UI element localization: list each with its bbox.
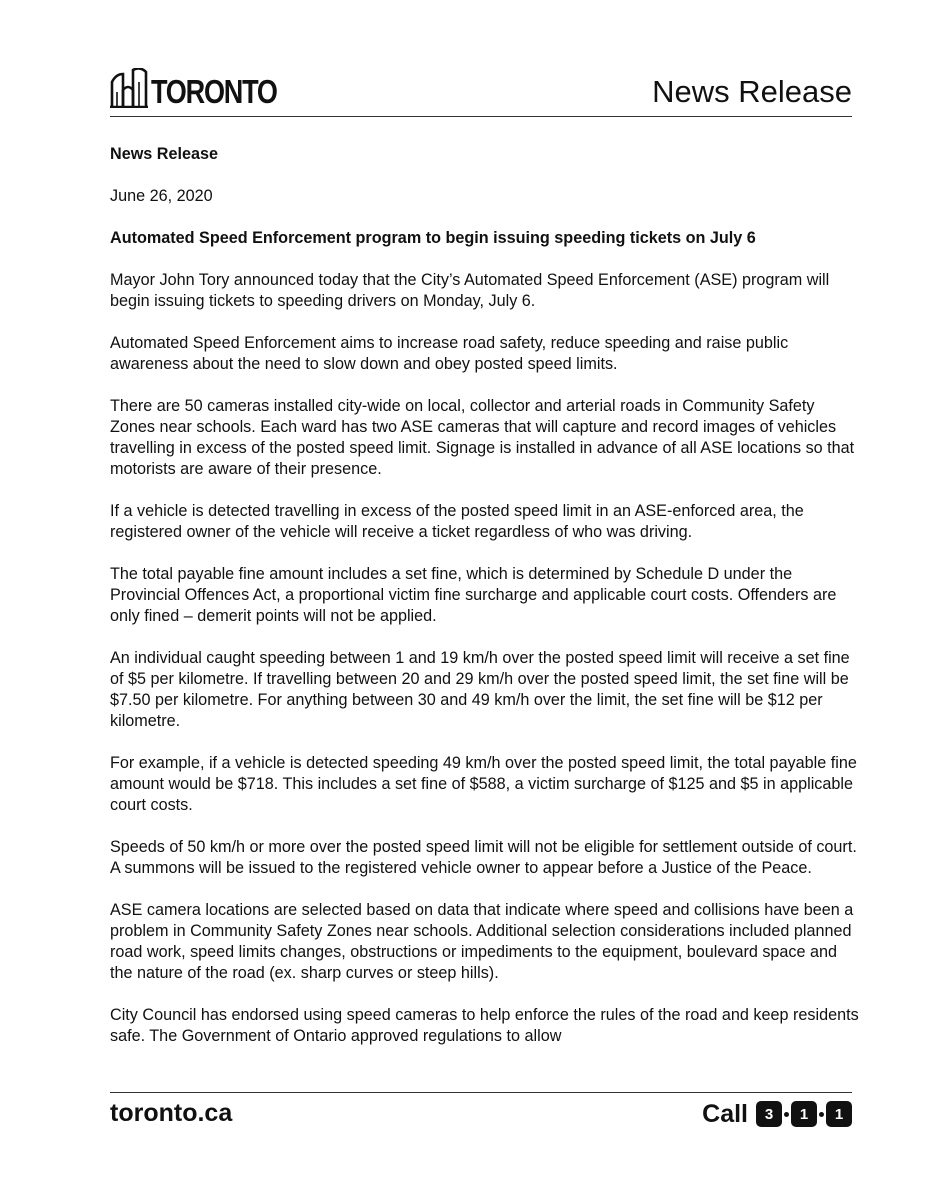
digit-badge: 3	[756, 1101, 782, 1127]
digit-badge: 1	[826, 1101, 852, 1127]
paragraph: The total payable fine amount includes a set fine, which is determined by Schedule D under the Provincial Offences Act, a proportional victim fine surcharge and applicable court costs. Offenders are only fined – demerit points will not be applied.	[110, 565, 837, 625]
page-header	[110, 60, 852, 117]
digit-badge: 1	[791, 1101, 817, 1127]
paragraph: Automated Speed Enforcement aims to increase road safety, reduce speeding and raise public awareness about the need to slow down and obey posted speed limits.	[110, 334, 789, 373]
city-hall-icon	[110, 68, 148, 108]
release-body	[110, 144, 860, 1047]
call-label: Call	[702, 1099, 748, 1128]
paragraph: ASE camera locations are selected based on data that indicate where speed and collisions have been a problem in Community Safety Zones near schools. Additional selection considerations included planned road work, speed limits changes, obstructions or impediments to the equipment, boulevard space and the nature of the road (ex. sharp curves or steep hills).	[110, 901, 854, 982]
paragraph: There are 50 cameras installed city-wide on local, collector and arterial roads in Community Safety Zones near schools. Each ward has two ASE cameras that will capture and record images of vehicles travelling in excess of the posted speed limit. Signage is installed in advance of all ASE locations so that motorists are aware of their presence.	[110, 397, 855, 478]
release-headline: Automated Speed Enforcement program to begin issuing speeding tickets on July 6	[110, 229, 756, 247]
paragraph: Speeds of 50 km/h or more over the posted speed limit will not be eligible for settlement outside of court. A summons will be issued to the registered vehicle owner to appear before a Justice of the Peace.	[110, 838, 857, 877]
digit-separator	[784, 1112, 789, 1117]
website-link[interactable]: toronto.ca	[110, 1099, 233, 1127]
logo-wordmark: TORONTO	[151, 73, 277, 110]
paragraph: City Council has endorsed using speed cameras to help enforce the rules of the road and keep residents safe. The Government of Ontario approved regulations to allow	[110, 1006, 859, 1045]
paragraph: Mayor John Tory announced today that the City’s Automated Speed Enforcement (ASE) program will begin issuing tickets to speeding drivers on Monday, July 6.	[110, 271, 830, 310]
release-label: News Release	[110, 145, 218, 163]
paragraph: If a vehicle is detected travelling in excess of the posted speed limit in an ASE-enforced area, the registered owner of the vehicle will receive a ticket regardless of who was driving.	[110, 502, 804, 541]
paragraph: For example, if a vehicle is detected speeding 49 km/h over the posted speed limit, the total payable fine amount would be $718. This includes a set fine of $588, a victim surcharge of $125 and $5 in applicable court costs.	[110, 754, 857, 814]
city-logo	[110, 66, 304, 108]
page-footer	[110, 1092, 852, 1133]
paragraph: An individual caught speeding between 1 and 19 km/h over the posted speed limit will receive a set fine of $5 per kilometre. If travelling between 20 and 29 km/h over the posted speed limit, the set fine will be $7.50 per kilometre. For anything between 30 and 49 km/h over the limit, the set fine will be $12 per kilometre.	[110, 649, 850, 730]
digit-separator	[819, 1112, 824, 1117]
call-311	[702, 1101, 852, 1127]
header-title: News Release	[652, 74, 852, 109]
release-date: June 26, 2020	[110, 187, 213, 205]
